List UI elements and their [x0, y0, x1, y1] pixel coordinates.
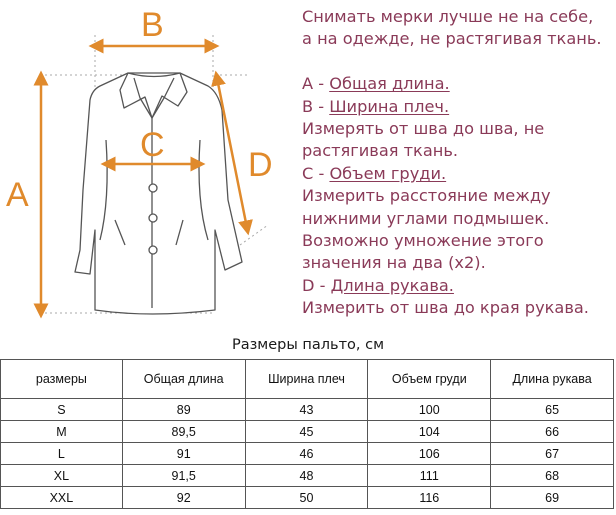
- table-cell: XL: [1, 465, 123, 487]
- term-prefix: B -: [302, 96, 330, 116]
- table-header-row: [1, 360, 614, 399]
- instruction-line: Измерять от шва до шва, не: [302, 119, 545, 139]
- table-cell: 92: [122, 487, 245, 509]
- table-cell: 104: [368, 421, 491, 443]
- table-cell: 68: [491, 465, 614, 487]
- column-header: Длина рукава: [491, 360, 614, 399]
- table-cell: XXL: [1, 487, 123, 509]
- size-table: [0, 359, 614, 509]
- term-label: Длина рукава.: [330, 275, 454, 295]
- table-cell: 69: [491, 487, 614, 509]
- instruction-term-b: [302, 96, 614, 118]
- table-cell: 65: [491, 399, 614, 421]
- coat-outline: [75, 73, 242, 314]
- column-header: Объем груди: [368, 360, 491, 399]
- table-cell: S: [1, 399, 123, 421]
- table-cell: 45: [245, 421, 368, 443]
- term-label: Объем груди.: [329, 163, 447, 183]
- instruction-line: Измерить расстояние между: [302, 186, 551, 206]
- table-cell: L: [1, 443, 123, 465]
- table-row: [1, 399, 614, 421]
- instruction-term-c: [302, 163, 614, 185]
- instruction-line: значения на два (х2).: [302, 253, 486, 273]
- table-cell: 48: [245, 465, 368, 487]
- table-cell: 66: [491, 421, 614, 443]
- table-cell: 43: [245, 399, 368, 421]
- column-header: размеры: [1, 360, 123, 399]
- term-label: Общая длина.: [329, 74, 450, 94]
- table-cell: 89,5: [122, 421, 245, 443]
- column-header: Ширина плеч: [245, 360, 368, 399]
- label-b: B: [141, 6, 164, 44]
- label-a: A: [6, 176, 29, 214]
- table-cell: 100: [368, 399, 491, 421]
- label-c: C: [140, 126, 165, 164]
- table-cell: 116: [368, 487, 491, 509]
- instruction-line: нижними углами подмышек.: [302, 208, 550, 228]
- table-cell: 67: [491, 443, 614, 465]
- table-cell: 106: [368, 443, 491, 465]
- instruction-line: Измерить от шва до края рукава.: [302, 298, 589, 318]
- instruction-line: а на одежде, не растягивая ткань.: [302, 29, 602, 49]
- table-cell: 46: [245, 443, 368, 465]
- table-cell: 50: [245, 487, 368, 509]
- measurement-instructions: [302, 6, 614, 320]
- term-prefix: D -: [302, 275, 331, 295]
- table-cell: 91,5: [122, 465, 245, 487]
- label-d: D: [248, 146, 273, 184]
- table-cell: M: [1, 421, 123, 443]
- term-prefix: C -: [302, 163, 330, 183]
- table-row: [1, 443, 614, 465]
- table-cell: 89: [122, 399, 245, 421]
- term-label: Ширина плеч.: [329, 96, 450, 116]
- table-row: [1, 487, 614, 509]
- coat-diagram: [0, 0, 300, 330]
- column-header: Общая длина: [122, 360, 245, 399]
- table-cell: 111: [368, 465, 491, 487]
- table-row: [1, 465, 614, 487]
- instruction-line: растягивая ткань.: [302, 141, 459, 161]
- instruction-term-d: [302, 275, 614, 297]
- table-row: [1, 421, 614, 443]
- instruction-term-a: [302, 73, 614, 95]
- term-prefix: A -: [302, 74, 330, 94]
- instruction-line: Снимать мерки лучше не на себе,: [302, 7, 594, 26]
- size-table-title: Размеры пальто, см: [231, 337, 385, 353]
- instruction-line: Возможно умножение этого: [302, 231, 544, 251]
- table-cell: 91: [122, 443, 245, 465]
